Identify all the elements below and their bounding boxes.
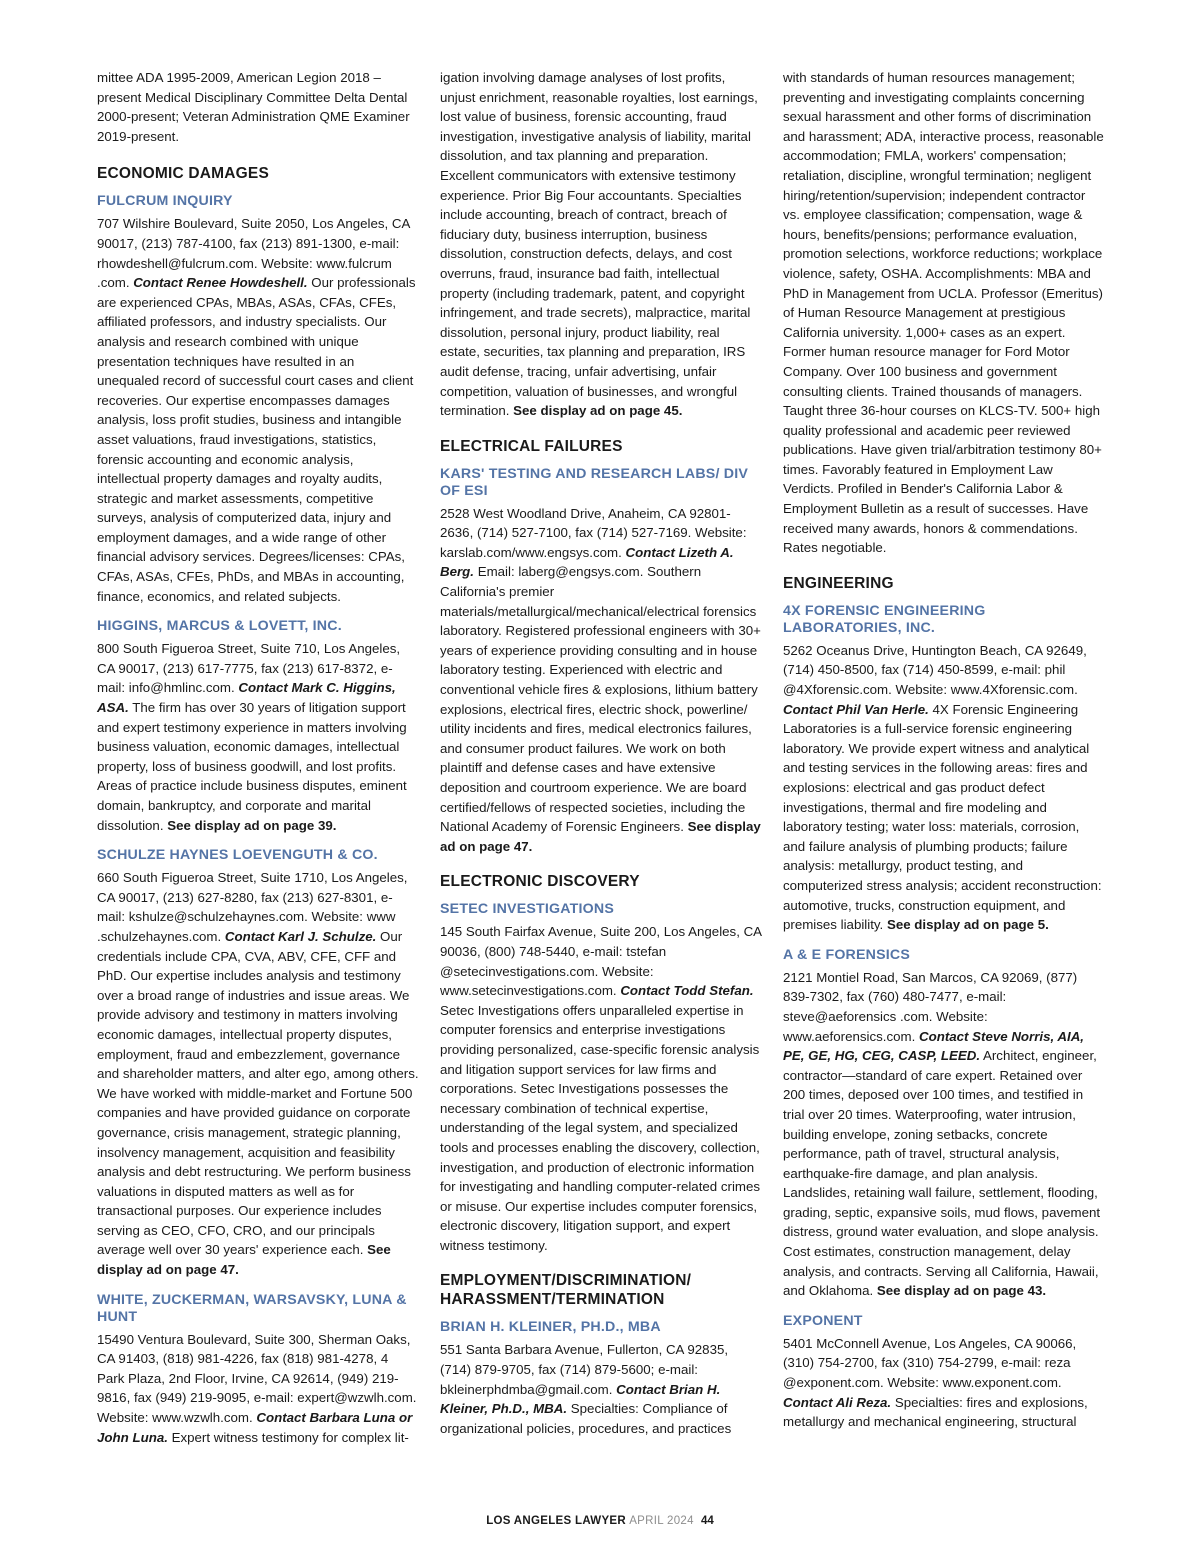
publication-name: LOS ANGELES LAWYER: [486, 1515, 626, 1527]
display-ad-reference: See display ad on page 43.: [876, 1283, 1047, 1299]
contact-name: Contact Karl J. Schulze.: [224, 928, 377, 944]
contact-name: Contact Mark C. Higgins, ASA.: [97, 680, 396, 716]
listing-text: 5401 McConnell Avenue, Los Angeles, CA 90066, (310) 754-2700, fax (310) 754-2799, e-mail: reza @exponent.com. Website: www.exponent.com.: [783, 1335, 1077, 1391]
firm-name-higgins: HIGGINS, MARCUS & LOVETT, INC.: [97, 618, 342, 635]
issue-date: APRIL 2024: [629, 1515, 694, 1527]
listing-ae-forensics: [783, 968, 1105, 1301]
section-heading-engineering: ENGINEERING: [783, 574, 894, 592]
listing-text: 660 South Figueroa Street, Suite 1710, Los Angeles, CA 90017, (213) 627-8280, fax (213) 627-8301, e-mail: kshulze@schulzehaynes.com. Website: www .schulzehaynes.com.: [97, 870, 408, 944]
listing-text: 2528 West Woodland Drive, Anaheim, CA 92801-2636, (714) 527-7100, fax (714) 527-7169. Website: karslab.com/www.engsys.com.: [440, 505, 747, 560]
firm-name-fulcrum: FULCRUM INQUIRY: [97, 193, 233, 210]
contact-name: Contact Barbara Luna or John Luna.: [97, 1410, 413, 1445]
display-ad-reference: See display ad on page 45.: [513, 403, 683, 419]
contact-name: Contact Phil Van Herle.: [783, 701, 929, 717]
continued-paragraph: with standards of human resources management; preventing and investigating complaints concerning sexual harassment and other forms of discrimination and harassment; ADA, interactive process, reasonable accommodation; FMLA, workers' compensation; retaliation, discipline, wrongful termination; negligent hiring/retention/supervision; independent contractor vs. employee classification; compensation, wage & hours, benefits/pensions; performance evaluation, promotion selections, workforce reductions; workplace violence, safety, OSHA. Accomplishments: MBA and PhD in Management from UCLA. Professor (Emeritus) of Human Resource Management at prestigious California university. 1,000+ cases as an expert. Former human resource manager for Ford Motor Company. Over 100 business and government consulting clients. Trained thousands of managers. Taught three 36-hour courses on KLCS-TV. 500+ high quality professional and academic peer reviewed publications. Have given trial/arbitration testimony 80+ times. Favorably featured in Employment Law Verdicts. Profiled in Bender's California Labor & Employment Bulletin as a result of successes. Have received many awards, honors & commendations. Rates negotiable.: [783, 70, 1104, 556]
listing-white-zuckerman: [97, 1330, 419, 1448]
section-heading-electronic-discovery: ELECTRONIC DISCOVERY: [440, 873, 640, 891]
firm-name-kars: KARS' TESTING AND RESEARCH LABS/ DIV OF ESI: [440, 465, 749, 499]
firm-name-4x-forensic: 4X FORENSIC ENGINEERING LABORATORIES, INC.: [783, 602, 986, 636]
section-heading-electrical-failures: ELECTRICAL FAILURES: [440, 437, 623, 455]
continued-paragraph: mittee ADA 1995-2009, American Legion 2018 – present Medical Disciplinary Committee Delta Dental 2000-present; Veteran Administration QME Examiner 2019-present.: [97, 70, 410, 144]
listing-text: Expert witness testimony for complex lit-: [167, 1429, 409, 1445]
firm-name-setec: SETEC INVESTIGATIONS: [440, 901, 615, 918]
section-heading-employment: EMPLOYMENT/DISCRIMINATION/ HARASSMENT/TERMINATION: [440, 1272, 692, 1309]
contact-name: Contact Lizeth A. Berg.: [440, 544, 734, 580]
display-ad-reference: See display ad on page 47.: [440, 819, 761, 854]
listing-text: 15490 Ventura Boulevard, Suite 300, Sherman Oaks, CA 91403, (818) 981-4226, fax (818) 981-4278, 4 Park Plaza, 2nd Floor, Irvine, CA 92614, (949) 219-9816, fax (949) 219-9095, e-mail: expert@wzwlh.com. Website: www.wzwlh.com.: [97, 1331, 417, 1426]
listing-4x-forensic: [783, 641, 1105, 935]
listing-text: 551 Santa Barbara Avenue, Fullerton, CA 92835, (714) 879-9705, fax (714) 879-5600; e-mail: bkleinerphdmba@gmail.com.: [440, 1342, 729, 1397]
listing-text: igation involving damage analyses of lost profits, unjust enrichment, reasonable royalties, lost earnings, lost value of business, forensic accounting, fraud investigation, investigative analysis of liability, marital dissolution, and tax planning and preparation. Excellent communicators with extensive testimony experience. Prior Big Four accountants. Specialties include accounting, breach of contract, breach of fiduciary duty, business interruption, business dissolution, construction defects, delays, and cost overruns, fraud, insurance bad faith, intellectual property (including trademark, patent, and copyright infringement, and trade secrets), malpractice, marital dissolution, personal injury, product liability, real estate, securities, tax planning and preparation, IRS audit defense, tracing, unfair advertising, unfair competition, valuation of businesses, and wrongful termination.: [440, 70, 758, 419]
listing-kars: [440, 504, 762, 857]
listing-text: Setec Investigations offers unparalleled expertise in computer forensics and enterprise investigations providing personalized, case-specific forensic analysis and litigation support services for law firms and corporations. Setec Investigations possesses the necessary combination of technical expertise, understanding of the legal system, and specialized tools and processes enabling the discovery, collection, investigation, and production of electronic information for investigating and handling computer-related crimes or misuse. Our expertise includes computer forensics, electronic discovery, litigation support, and expert witness testimony.: [440, 1002, 761, 1253]
display-ad-reference: See display ad on page 5.: [886, 917, 1049, 933]
display-ad-reference: See display ad on page 39.: [167, 817, 337, 833]
listing-text: Our credentials include CPA, CVA, ABV, CFE, CFF and PhD. Our expertise includes analysis and testimony over a broad range of industries and issue areas. We provide advisory and testimony in matters involving economic damages, intellectual property disputes, employment, fraud and embezzlement, governance and shareholder matters, and alter ego, among others. We have worked with middle-market and Fortune 500 companies and have provided guidance on corporate governance, crisis management, strategic planning, insolvency management, acquisition and feasibility analysis and debt restructuring. We perform business valuations in disputed matters as well as for transactional purposes. Our experience includes serving as CEO, CFO, CRO, and our principals average well over 30 years' experience each.: [97, 928, 419, 1258]
firm-name-white-zuckerman: WHITE, ZUCKERMAN, WARSAVSKY, LUNA & HUNT: [97, 1291, 407, 1325]
listing-text: Specialties: fires and explosions, metallurgy and mechanical engineering, structural: [783, 1394, 1088, 1430]
contact-name: Contact Renee Howdeshell.: [133, 275, 308, 291]
contact-name: Contact Todd Stefan.: [620, 983, 754, 999]
continued-paragraph: [440, 68, 762, 421]
listing-exponent: [783, 1334, 1105, 1432]
display-ad-reference: See display ad on page 47.: [97, 1242, 391, 1278]
firm-name-exponent: EXPONENT: [783, 1312, 863, 1329]
listing-text: 145 South Fairfax Avenue, Suite 200, Los Angeles, CA 90036, (800) 748-5440, e-mail: tstefan @setecinvestigations.com. Website: www.setecinvestigations.com.: [440, 924, 762, 999]
contact-name: Contact Brian H. Kleiner, Ph.D., MBA.: [440, 1381, 721, 1417]
contact-name: Contact Ali Reza.: [783, 1394, 892, 1410]
firm-name-kleiner: BRIAN H. KLEINER, PH.D., MBA: [440, 1319, 661, 1336]
listing-kleiner: [440, 1340, 762, 1438]
listing-text: 800 South Figueroa Street, Suite 710, Los Angeles, CA 90017, (213) 617-7775, fax (213) 617-8372, e-mail: info@hmlinc.com.: [97, 641, 401, 696]
column-2: [440, 68, 762, 1438]
listing-text: The firm has over 30 years of litigation support and expert testimony experience in matters involving business valuation, economic damages, intellectual property, loss of business goodwill, and lost profits. Areas of practice include business disputes, eminent domain, bankruptcy, and corporate and marital dissolution.: [97, 700, 407, 833]
listing-text: 2121 Montiel Road, San Marcos, CA 92069, (877) 839-7302, fax (760) 480-7477, e-mail: steve@aeforensics .com. Website: www.aeforensics.com.: [783, 969, 1078, 1044]
listing-text: 707 Wilshire Boulevard, Suite 2050, Los Angeles, CA 90017, (213) 787-4100, fax (213) 891-1300, e-mail: rhowdeshell@fulcrum.com. Website: www.fulcrum .com.: [97, 216, 410, 291]
contact-name: Contact Steve Norris, AIA, PE, GE, HG, CEG, CASP, LEED.: [783, 1028, 1084, 1064]
listing-text: 5262 Oceanus Drive, Huntington Beach, CA 92649, (714) 450-8500, fax (714) 450-8599, e-mail: phil @4Xforensic.com. Website: www.4Xforensic.com.: [783, 642, 1087, 698]
section-heading-economic-damages: ECONOMIC DAMAGES: [97, 165, 269, 183]
listing-fulcrum: [97, 214, 419, 606]
column-3: [783, 68, 1105, 1432]
listing-text: Architect, engineer, contractor—standard of care expert. Retained over 200 times, deposed over 100 times, and testified in trial over 20 times. Waterproofing, water intrusion, building envelope, zoning setbacks, concrete performance, path of travel, structural analysis, earthquake-fire damage, and plan analysis. Landslides, retaining wall failure, settlement, flooding, grading, septic, expansive soils, mud flows, pavement distress, ground water evaluation, and slope analysis. Cost estimates, construction management, delay analysis, and contracts. Serving all California, Hawaii, and Oklahoma.: [783, 1048, 1101, 1299]
listing-text: Our professionals are experienced CPAs, MBAs, ASAs, CFAs, CFEs, affiliated professors, and industry specialists. Our analysis and research combined with unique presentation techniques have resulted in an unequaled record of successful court cases and client recoveries. Our expertise encompasses damages analysis, loss profit studies, business and intangible asset valuations, fraud investigations, statistics, forensic accounting and economic analysis, intellectual property damages and royalty audits, strategic and market assessments, competitive surveys, analysis of computerized data, injury and employment damages, and a wide range of other financial advisory services. Degrees/licenses: CPAs, CFAs, ASAs, CFEs, PhDs, and MBAs in accounting, finance, economics, and related subjects.: [97, 275, 416, 604]
listing-schulze: [97, 868, 419, 1279]
firm-name-ae-forensics: A & E FORENSICS: [783, 946, 911, 963]
page-number: 44: [701, 1515, 714, 1527]
listing-text: Specialties: Compliance of organizational policies, procedures, and practices: [440, 1401, 732, 1436]
firm-name-schulze: SCHULZE HAYNES LOEVENGUTH & CO.: [97, 847, 378, 864]
listing-higgins: [97, 639, 419, 835]
listing-text: 4X Forensic Engineering Laboratories is a full-service forensic engineering laboratory. We provide expert witness and analytical and testing services in the following areas: fires and explosions: electrical and gas product defect investigations, thermal and fire modeling and laboratory testing; water loss: materials, corrosion, and failure analysis of plumbing products; failure analysis: metallurgy, product testing, and computerized stress analysis; accident reconstruction: automotive, trucks, construction equipment, and premises liability.: [783, 701, 1102, 933]
listing-text: Email: laberg@engsys.com. Southern California's premier materials/metallurgical/mechanical/electrical forensics laboratory. Registered professional engineers with 30+ years of experience providing consulting and in house laboratory testing. Experienced with electric and conventional vehicle fires & explosions, lithium battery explosions, electrical fires, electric shock, powerline/ utility incidents and fires, medical electronics failures, and consumer product failures. We work on both plaintiff and defense cases and have extensive deposition and courtroom experience. We are board certified/fellows of respected societies, including the National Academy of Forensic Engineers.: [440, 564, 761, 835]
listing-setec: [440, 922, 762, 1255]
column-1: [97, 68, 419, 1447]
page-footer: [0, 1515, 1200, 1527]
